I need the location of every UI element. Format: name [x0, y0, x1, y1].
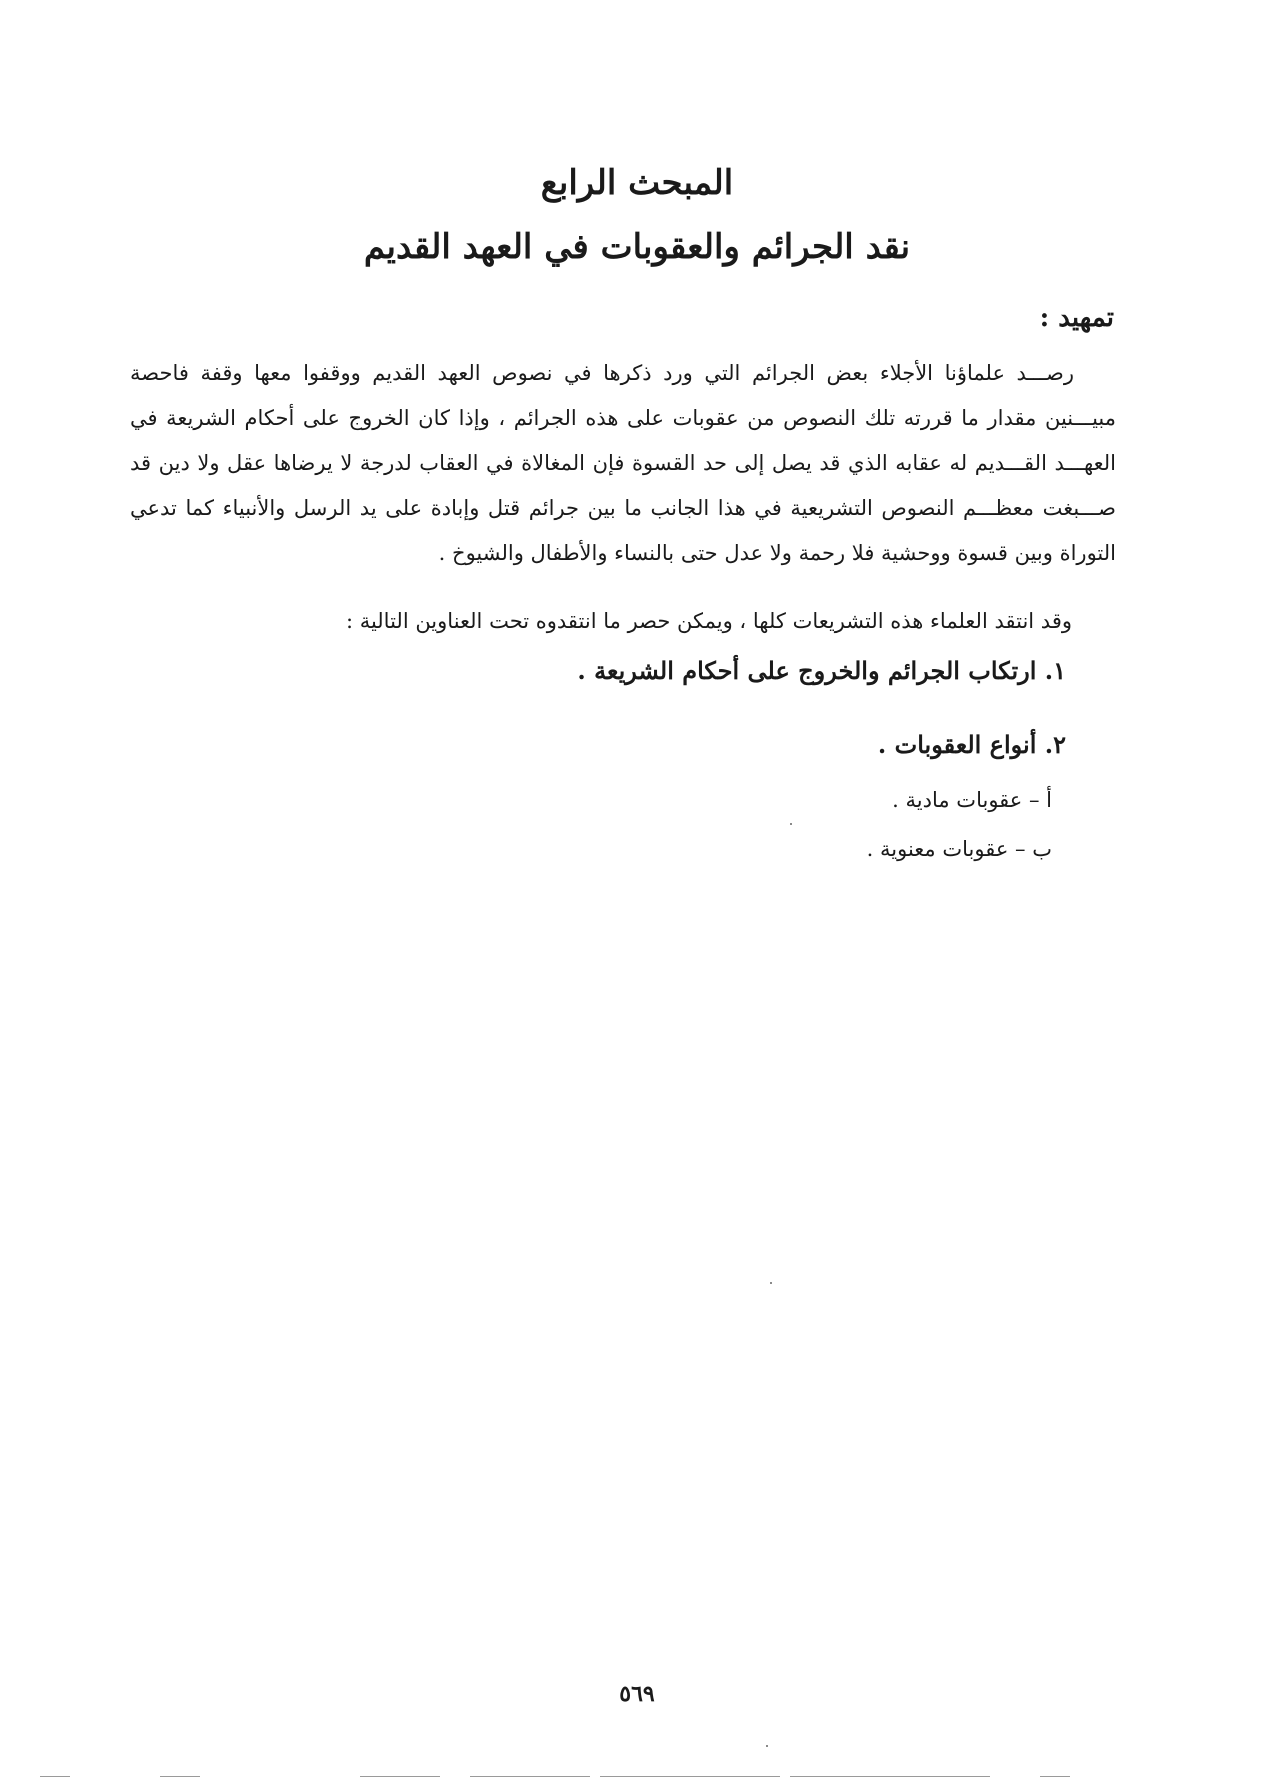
footer-rule [790, 1776, 990, 1777]
page-number: ٥٦٩ [619, 1681, 655, 1707]
body-paragraph: رصـــد علماؤنا الأجلاء بعض الجرائم التي ورد ذكرها في نصوص العهد القديم ووقفوا معها وقفة فاحصة مبيـــنين مقدار ما قررته تلك النصوص من عقوبات على هذه الجرائم ، وإذا كان الخروج على أحكام الشريعة في العهـــد القـــديم له عقابه الذي قد يصل إلى حد القسوة فإن المغالاة في العقاب لدرجة لا يرضاها عقل ولا دين قد صـــبغت معظـــم النصوص التشريعية في هذا الجانب ما بين جرائم قتل وإبادة على يد الرسل والأنبياء كما تدعي التوراة وبين قسوة ووحشية فلا رحمة ولا عدل حتى بالنساء والأطفال والشيوخ . [130, 361, 1116, 565]
footer-rule [600, 1776, 780, 1777]
footer-rule [160, 1776, 200, 1777]
list-item-punishment-types: ٢. أنواع العقوبات . [877, 730, 1066, 759]
footer-rule [360, 1776, 440, 1777]
footer-rule [1040, 1776, 1070, 1777]
scan-speck [766, 1745, 768, 1747]
scan-speck [770, 1282, 772, 1284]
sub-item-material-punishments: أ – عقوبات مادية . [892, 788, 1052, 812]
sub-item-moral-punishments: ب – عقوبات معنوية . [866, 837, 1052, 861]
footer-rule [470, 1776, 590, 1777]
section-subtitle: نقد الجرائم والعقوبات في العهد القديم [363, 227, 911, 267]
scan-speck [790, 823, 792, 825]
list-intro-line: وقد انتقد العلماء هذه التشريعات كلها ، ويمكن حصر ما انتقدوه تحت العناوين التالية : [345, 609, 1072, 633]
footer-rule [40, 1776, 70, 1777]
section-title: المبحث الرابع [540, 163, 734, 203]
list-item-crimes: ١. ارتكاب الجرائم والخروج على أحكام الشريعة . [577, 656, 1066, 685]
intro-heading: تمهيد : [1039, 303, 1114, 333]
